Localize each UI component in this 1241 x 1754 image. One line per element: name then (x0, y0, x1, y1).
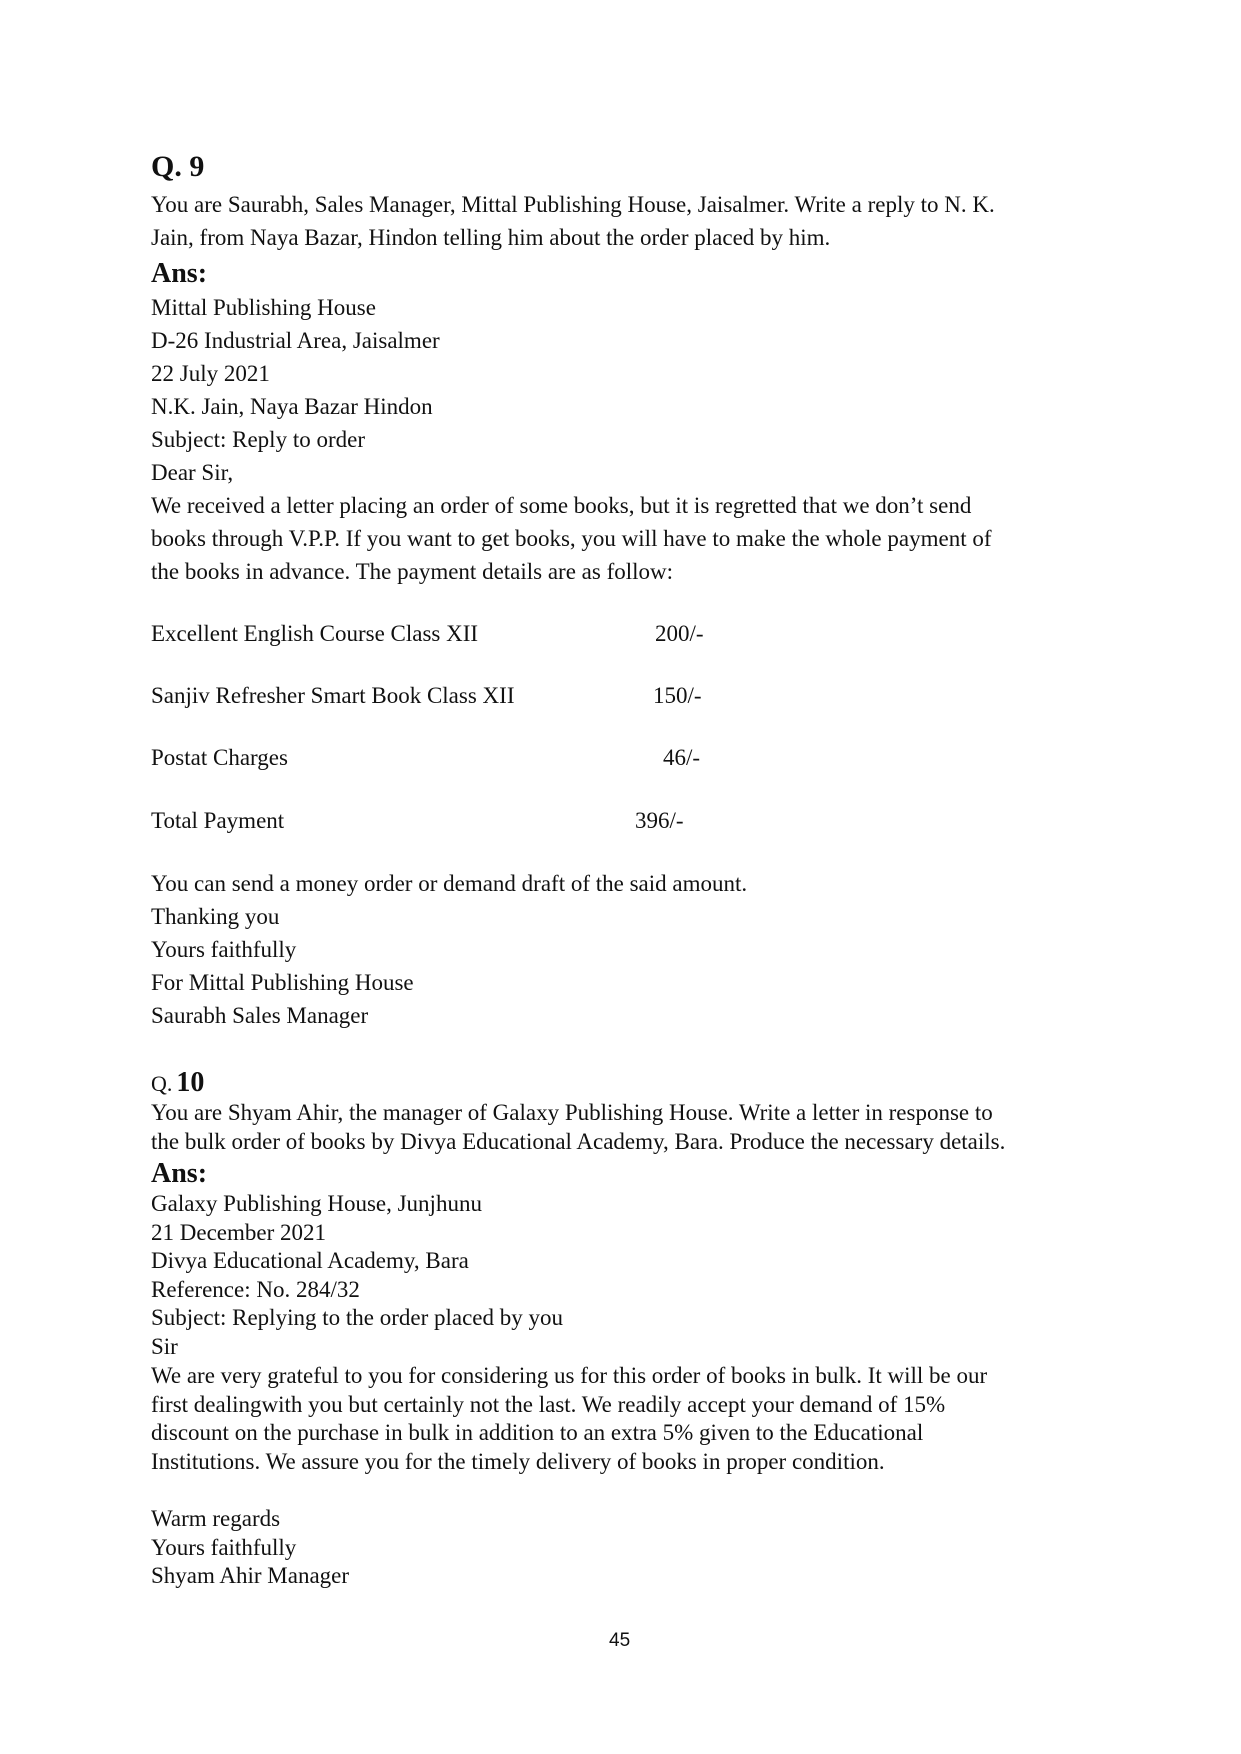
payment-amount: 150/- (653, 683, 702, 708)
letter-10-body (151, 1362, 987, 1476)
subject-line: Subject: Replying to the order placed by you (151, 1305, 563, 1331)
body-line: Institutions. We assure you for the timely delivery of books in proper condition. (151, 1448, 885, 1474)
payment-row (151, 742, 851, 774)
body-line: books through V.P.P. If you want to get books, you will have to make the whole payment of (151, 526, 992, 551)
closing-line: Yours faithfully (151, 1534, 297, 1560)
subject-line: Subject: Reply to order (151, 427, 365, 452)
question-9-text (151, 188, 995, 254)
letter-date: 22 July 2021 (151, 361, 270, 386)
payment-total-row (151, 805, 851, 837)
letter-10-header (151, 1190, 563, 1362)
question-10-prefix: Q. (151, 1071, 173, 1096)
payment-item: Sanjiv Refresher Smart Book Class XII (151, 683, 515, 708)
payment-item: Postat Charges (151, 745, 288, 770)
closing-line: Yours faithfully (151, 937, 297, 962)
body-line: the books in advance. The payment details are as follow: (151, 559, 674, 584)
question-10-number: 10 (176, 1067, 205, 1098)
salutation: Dear Sir, (151, 460, 234, 485)
page-number: 45 (609, 1630, 631, 1651)
question-10-text (151, 1099, 1005, 1156)
letter-9-header (151, 291, 440, 489)
body-line: We are very grateful to you for considering us for this order of books in bulk. It will be our (151, 1363, 988, 1388)
question-9-line: You are Saurabh, Sales Manager, Mittal Publishing House, Jaisalmer. Write a reply to N. K. (151, 192, 995, 217)
salutation: Sir (151, 1333, 178, 1359)
closing-line: You can send a money order or demand draft of the said amount. (151, 871, 748, 896)
sender-address: D-26 Industrial Area, Jaisalmer (151, 328, 440, 353)
payment-row (151, 618, 851, 650)
recipient: N.K. Jain, Naya Bazar Hindon (151, 394, 433, 419)
signature-line: Shyam Ahir Manager (151, 1563, 350, 1589)
closing-line: Warm regards (151, 1506, 281, 1531)
body-line: first dealingwith you but certainly not the last. We readily accept your demand of 15% (151, 1391, 946, 1417)
answer-9-label: Ans: (151, 258, 208, 289)
payment-amount: 46/- (663, 745, 701, 770)
letter-9-closing (151, 867, 747, 1032)
answer-10-label: Ans: (151, 1158, 208, 1189)
question-10-line: the bulk order of books by Divya Educational Academy, Bara. Produce the necessary details. (151, 1128, 1006, 1154)
closing-line: For Mittal Publishing House (151, 970, 414, 995)
payment-total-amount: 396/- (635, 808, 684, 833)
body-line: discount on the purchase in bulk in addition to an extra 5% given to the Educational (151, 1420, 924, 1446)
sender-name: Mittal Publishing House (151, 295, 376, 320)
letter-date: 21 December 2021 (151, 1219, 326, 1245)
reference-line: Reference: No. 284/32 (151, 1276, 360, 1302)
payment-item: Total Payment (151, 808, 285, 833)
closing-line: Thanking you (151, 904, 280, 929)
recipient: Divya Educational Academy, Bara (151, 1248, 469, 1274)
payment-row (151, 680, 851, 712)
signature-line: Saurabh Sales Manager (151, 1003, 369, 1028)
body-line: We received a letter placing an order of some books, but it is regretted that we don’t send (151, 493, 972, 518)
question-9-line: Jain, from Naya Bazar, Hindon telling him about the order placed by him. (151, 225, 831, 250)
letter-10-closing (151, 1505, 349, 1591)
payment-item: Excellent English Course Class XII (151, 621, 479, 646)
sender-name: Galaxy Publishing House, Junjhunu (151, 1191, 482, 1216)
question-9-heading: Q. 9 (151, 150, 205, 183)
letter-9-body (151, 489, 992, 588)
question-10-line: You are Shyam Ahir, the manager of Galaxy Publishing House. Write a letter in response to (151, 1100, 993, 1125)
payment-amount: 200/- (655, 621, 704, 646)
